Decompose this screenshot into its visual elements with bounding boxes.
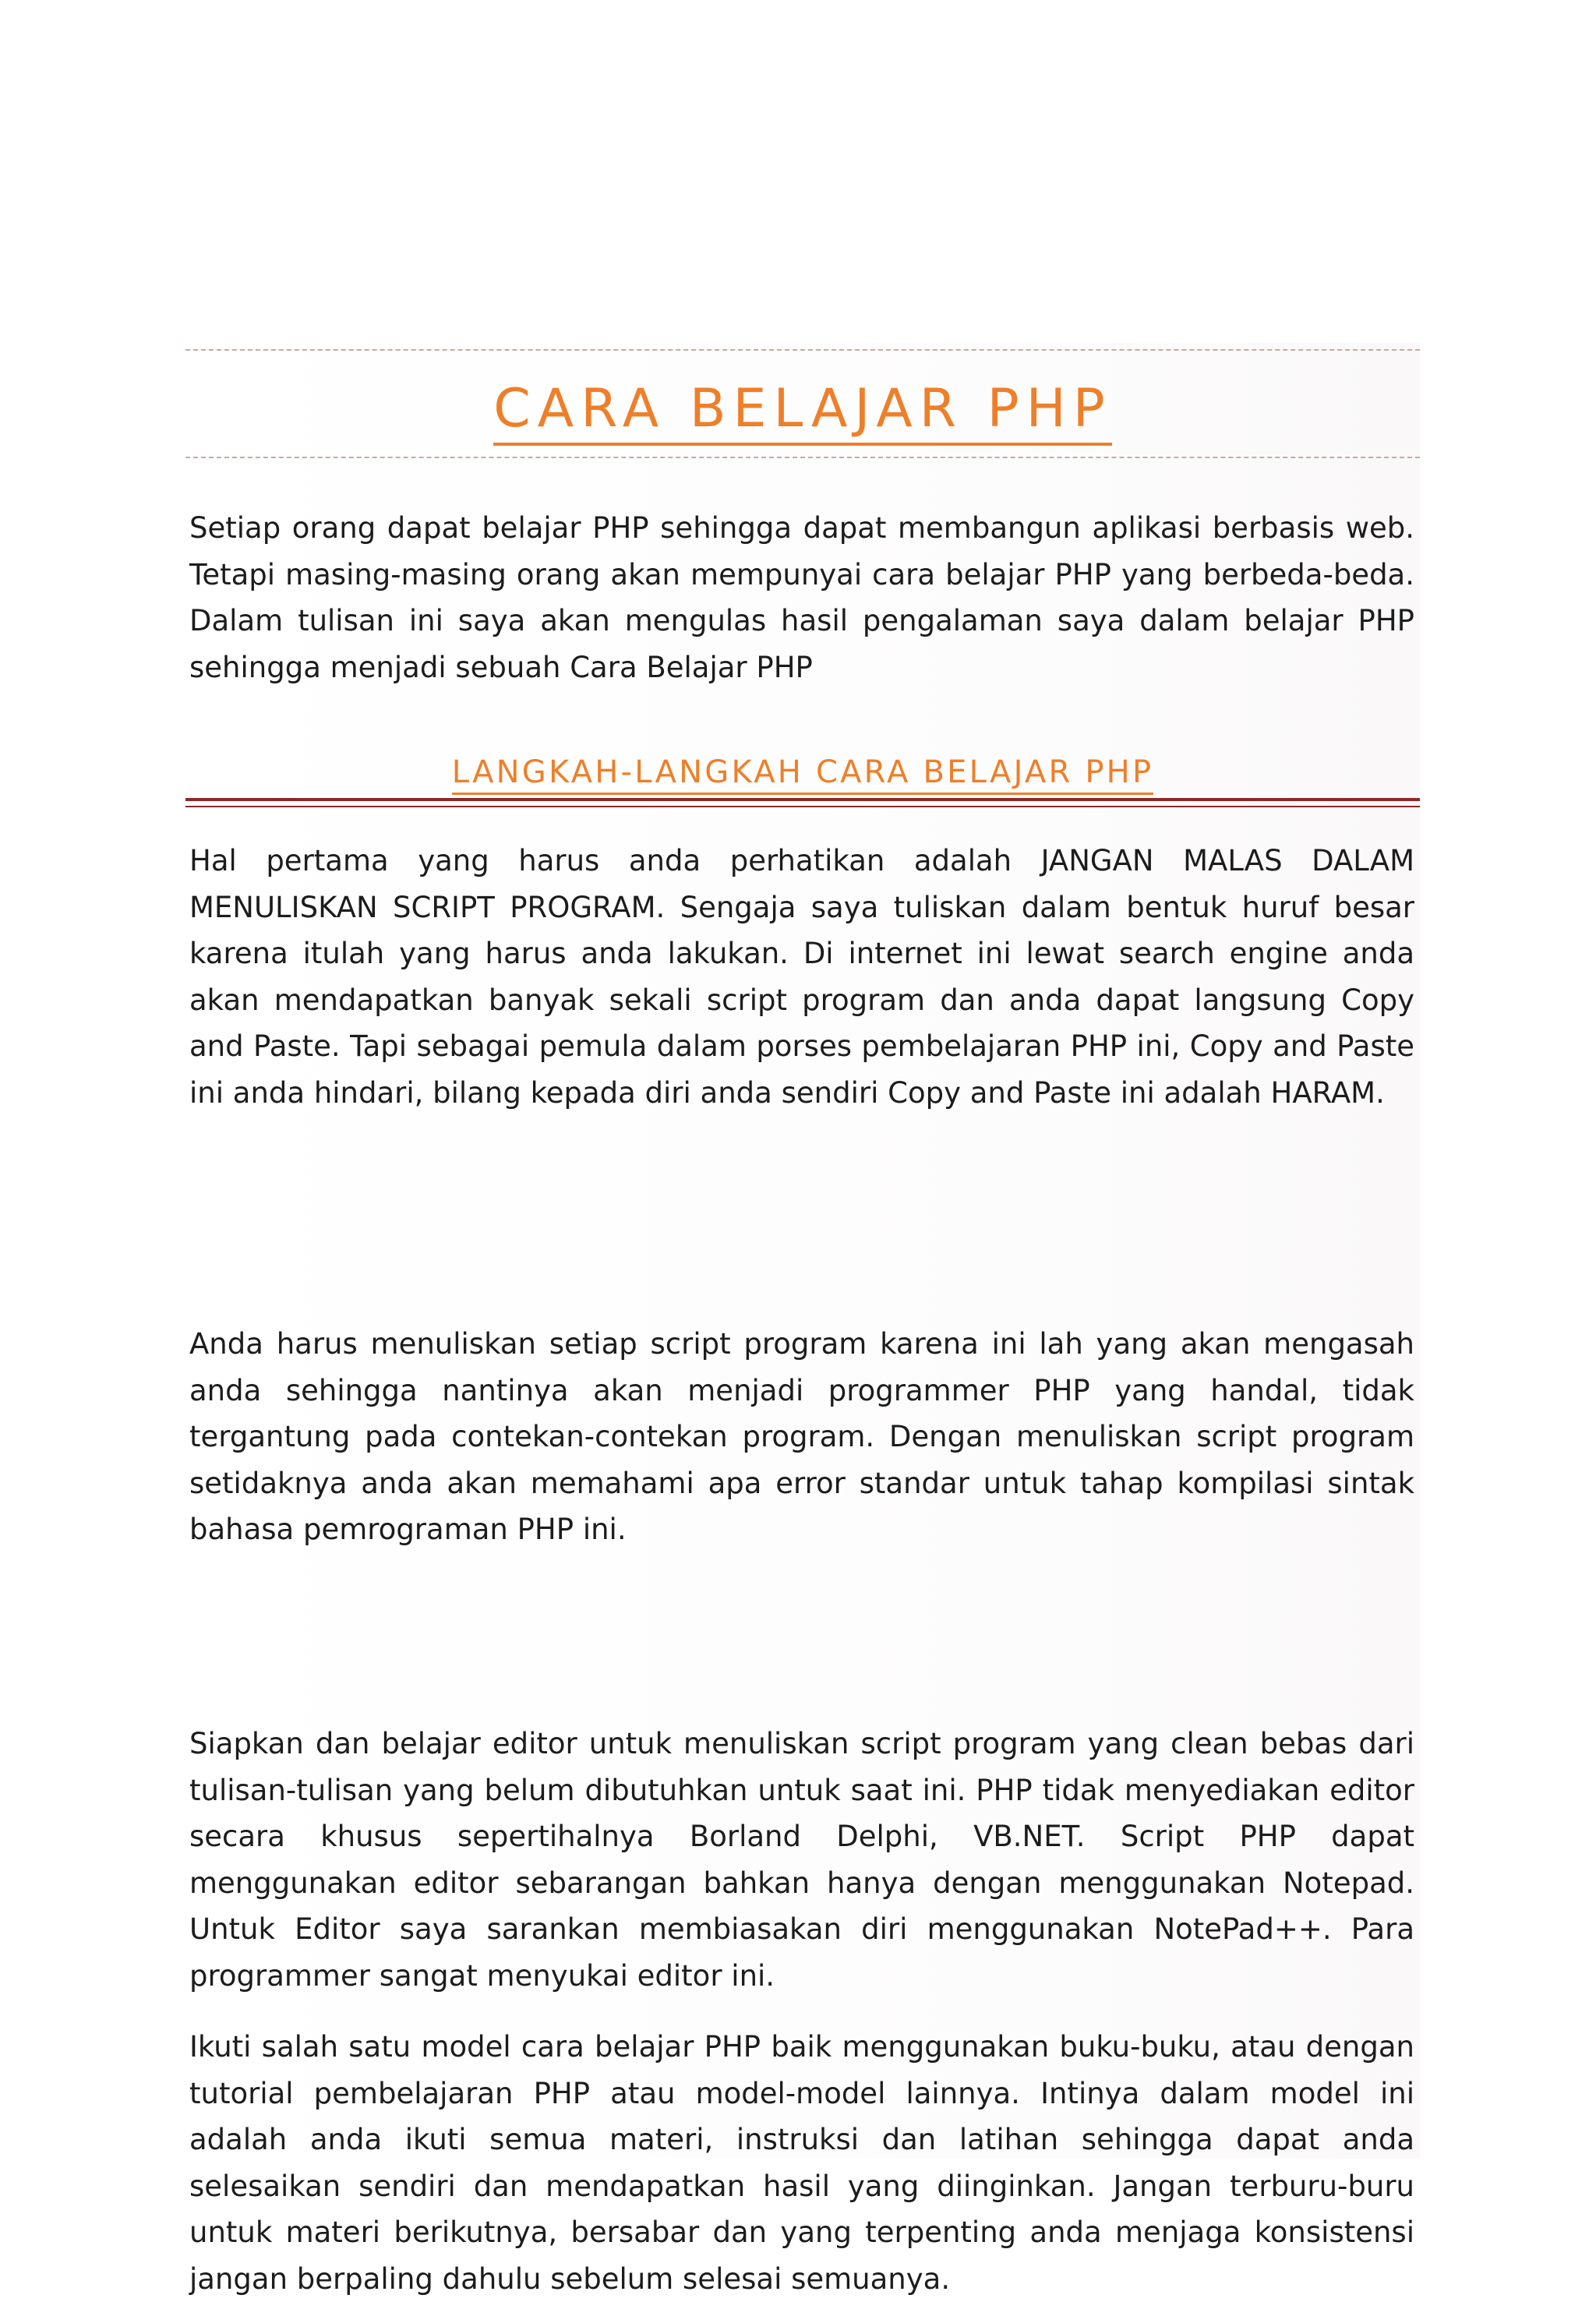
intro-paragraph: Setiap orang dapat belajar PHP sehingga dapat membangun aplikasi berbasis web. Tetapi masing-masing orang akan mempunyai cara belajar PHP yang berbeda-beda. Dalam tulisan ini saya akan mengulas hasil pengalaman saya dalam belajar PHP sehingga menjadi sebuah Cara Belajar PHP	[189, 511, 1414, 684]
section-heading	[185, 752, 1420, 795]
body-paragraph: Ikuti salah satu model cara belajar PHP baik menggunakan buku-buku, atau dengan tutorial pembelajaran PHP atau model-model lainnya. Intinya dalam model ini adalah anda ikuti semua materi, instruksi dan latihan sehingga dapat anda selesaikan sendiri dan mendapatkan hasil yang diinginkan. Jangan terburu-buru untuk materi berikutnya, bersabar dan yang terpenting anda menjaga konsistensi jangan berpaling dahulu sebelum selesai semuanya.	[189, 2030, 1414, 2296]
body-paragraph: Anda harus menuliskan setiap script program karena ini lah yang akan mengasah anda sehingga nantinya akan menjadi programmer PHP yang handal, tidak tergantung pada contekan-contekan program. Dengan menuliskan script program setidaknya anda akan memahami apa error standar untuk tahap kompilasi sintak bahasa pemrograman PHP ini.	[189, 1327, 1414, 1546]
document-title	[185, 377, 1420, 446]
section-heading-text: LANGKAH-LANGKAH CARA BELAJAR PHP	[452, 752, 1154, 795]
body-paragraph: Hal pertama yang harus anda perhatikan adalah JANGAN MALAS DALAM MENULISKAN SCRIPT PROGRAM. Sengaja saya tuliskan dalam bentuk huruf besar karena itulah yang harus anda lakukan. Di internet ini lewat search engine anda akan mendapatkan banyak sekali script program dan anda dapat langsung Copy and Paste. Tapi sebagai pemula dalam porses pembelajaran PHP ini, Copy and Paste ini anda hindari, bilang kepada diri anda sendiri Copy and Paste ini adalah HARAM.	[189, 844, 1414, 1110]
title-bottom-rule	[185, 457, 1420, 458]
section-rule-thick	[185, 798, 1420, 801]
document-title-text: CARA BELAJAR PHP	[493, 377, 1112, 446]
title-top-rule	[185, 349, 1420, 351]
section-rule-thin	[185, 806, 1420, 807]
document-page	[185, 343, 1420, 2296]
body-paragraph: Siapkan dan belajar editor untuk menuliskan script program yang clean bebas dari tulisan-tulisan yang belum dibutuhkan untuk saat ini. PHP tidak menyediakan editor secara khusus sepertihalnya Borland Delphi, VB.NET. Script PHP dapat menggunakan editor sebarangan bahkan hanya dengan menggunakan Notepad. Untuk Editor saya sarankan membiasakan diri menggunakan NotePad++. Para programmer sangat menyukai editor ini.	[189, 1727, 1414, 1993]
